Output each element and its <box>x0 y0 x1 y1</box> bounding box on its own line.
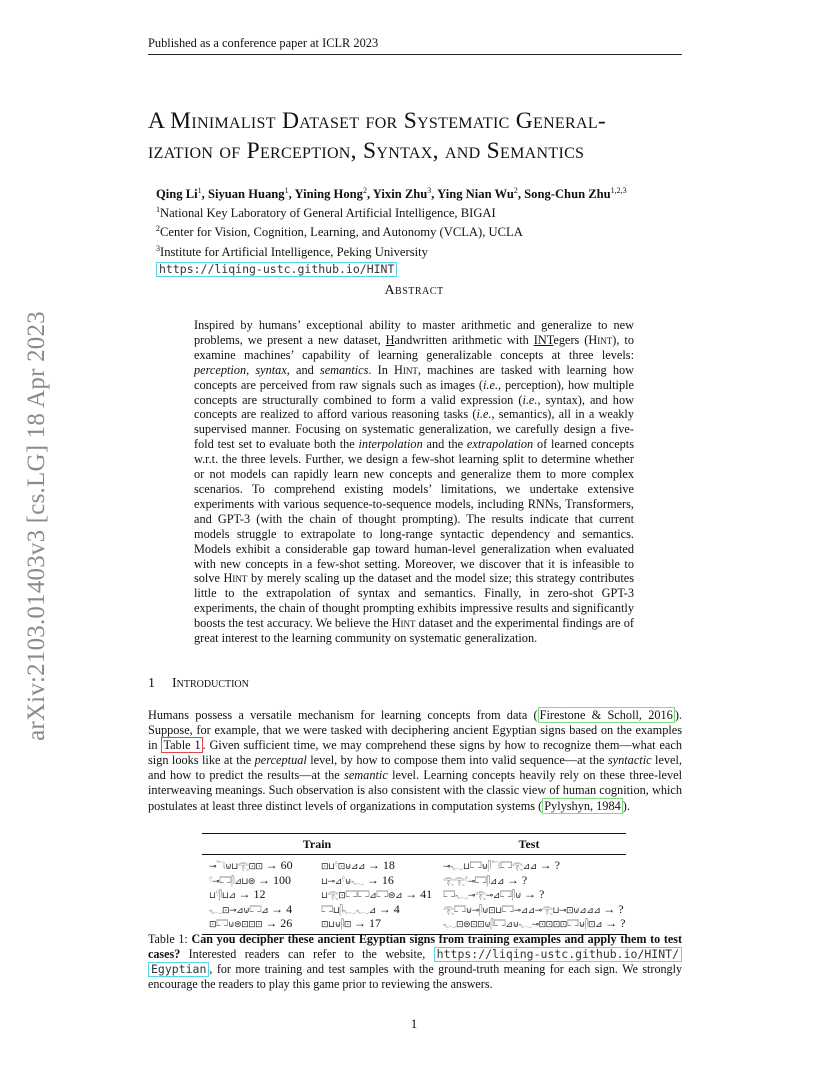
section-number: 1 <box>148 676 155 691</box>
author-name: Song-Chun Zhu <box>524 187 611 202</box>
egyptian-signs: ⊡𓉐⊍⊜⊡⊡⊡ <box>209 920 263 931</box>
egyptian-signs: ⊔𓂀⊡𓉐𓉐⊿𓉐⊜⊿ <box>321 891 403 902</box>
introduction-paragraph: Humans possess a versatile mechanism for learning concepts from data ( Firestone & Scholl, 2016 ). Suppose, for example, that we were tasked with deciphering ancient Egyptian signs based on the examples in Table 1 . Given sufficient time, we may comprehend these signs by how to recognize them—what each sign looks like at the perceptual level, by how to compose them into valid sequence—at the syntactic level, and how to predict the results—at the semantic level. Learning concepts heavily rely on these three-level interweaving meanings. Such observation is also consistent with the classic view of human cognition, which postulates at least three distinct levels of organizations in computation systems ( Pylyshyn, 1984 ). <box>148 708 682 813</box>
affiliation-line: $^3$Institute for Artificial Intelligence, Peking University <box>156 243 428 259</box>
affiliation-line: $^2$Center for Vision, Cognition, Learning, and Autonomy (VCLA), UCLA <box>156 224 523 240</box>
citation-link[interactable]: Pylyshyn, 1984 <box>544 798 621 813</box>
table-row: 𓆑⊡⊸⊿⊍𓉐⊿ → 4 𓉐⊔𓋴𓆑𓆑⊿ → 4 𓂀𓉐⊍⊸𓋴⊍⊡⊔𓉐⊸⊿⊿⊸𓂀⊔⊸⊡⊍⊿⊿⊿ → ? <box>209 901 624 916</box>
citation-link[interactable]: Firestone & Scholl, 2016 <box>539 708 673 722</box>
table-caption: Table 1: Can you decipher these ancient Egyptian signs from training examples and apply them to test cases? Interested readers can refer to the website, https://liqing-ustc.github.io/HINT/ Egyptian , for more training and test samples with the ground-truth meaning for each sign. We strongly encourage the readers to play this game prior to reviewing the answers. <box>148 932 683 991</box>
egyptian-signs: 𓆑⊡⊸⊿⊍𓉐⊿ <box>209 905 269 916</box>
author-name: Ying Nian Wu <box>437 187 514 202</box>
egyptian-url-link[interactable]: https://liqing-ustc.github.io/HINT/ <box>434 947 682 962</box>
project-url-link[interactable]: https://liqing-ustc.github.io/HINT <box>156 262 397 277</box>
author-block <box>156 183 716 277</box>
header-train: Train <box>302 837 332 851</box>
egyptian-signs: 𓂀𓂀𓍢⊸𓉐𓋴⊿⊿ <box>443 876 504 887</box>
egyptian-signs: ⊸𓆑⊔𓉐⊍𓋴𓆓𓉐𓂀⊿⊿ <box>443 862 537 872</box>
affiliation-line: $^1$National Key Laboratory of General Artificial Intelligence, BIGAI <box>156 205 496 221</box>
egyptian-signs: ⊔𓍢𓋴⊔⊿ <box>209 891 236 902</box>
title-line-2: ization of Perception, Syntax, and Semantics <box>148 138 585 164</box>
egyptian-signs: ⊔⊸⊿𓍢⊍𓆑 <box>321 876 364 887</box>
title-line-1: A Minimalist Dataset for Systematic General- <box>148 108 607 134</box>
egyptian-signs: ⊸𓆓⊍⊔𓂀⊡⊡ <box>209 862 263 872</box>
table-reference-link[interactable]: Table 1 <box>163 738 201 753</box>
author-affiliation: 1,2,3 <box>610 186 627 195</box>
egyptian-url-link[interactable]: Egyptian <box>148 962 209 977</box>
egyptian-signs: ⊡⊔⊍𓋴⊡ <box>321 920 351 931</box>
abstract-body: Inspired by humans’ exceptional ability to master arithmetic and generalize to new problems, we present a new dataset, Handwritten arithmetic with INTegers (Hint), to examine machines’ capability of learning generalizable concepts at three levels: perception, syntax, and semantics. In Hint, machines are tasked with learning how concepts are perceived from raw signals such as images (i.e., perception), how multiple concepts are structurally combined to form a valid expression (i.e., syntax), and how concepts are realized to afford various reasoning tasks (i.e., semantics), all in a weakly supervised manner. Focusing on systematic generalization, we carefully design a five-fold test set to evaluate both the interpolation and the extrapolation of learned concepts w.r.t. the three levels. Further, we design a few-shot learning split to determine whether or not models can rapidly learn new concepts and generalize them to more complex scenarios. To comprehend existing models’ limitations, we undertake extensive experiments with various sequence-to-sequence models, including RNNs, Transformers, and GPT-3 (with the chain of thought prompting). The results indicate that current models struggle to extrapolate to long-range syntactic dependency and semantics. Models exhibit a considerable gap toward human-level generalization when evaluated with new concepts in a few-shot setting. Moreover, we discover that it is infeasible to solve Hint by merely scaling up the dataset and the model size; this strategy contributes little to the extrapolation of syntax and semantics. Finally, in zero-shot GPT-3 experiments, the chain of thought prompting exhibits impressive results and significantly boosts the test accuracy. We believe the Hint dataset and the experimental findings are of great interest to the learning community on systematic generalization. <box>194 318 635 646</box>
section-title: Introduction <box>172 676 249 691</box>
egyptian-signs: 𓉐⊔𓋴𓆑𓆑⊿ <box>321 905 376 916</box>
egyptian-signs: 𓆑⊡⊜⊡⊡⊍𓋴𓉐⊿⊍𓆑⊸⊡⊡⊡⊡𓉐⊍𓋴⊡⊿ <box>443 920 603 931</box>
author-name: Siyuan Huang <box>207 187 285 202</box>
arxiv-stamp <box>22 296 52 756</box>
author-name: Qing Li <box>156 187 198 202</box>
page-number: 1 <box>410 1016 418 1031</box>
author-affiliation: 1 <box>284 186 289 195</box>
abstract-heading: Abstract <box>384 283 444 298</box>
table-row: 𓍢⊸𓉐𓋴⊿⊔⊜ → 100 ⊔⊸⊿𓍢⊍𓆑 → 16 𓂀𓂀𓍢⊸𓉐𓋴⊿⊿ → ? <box>209 872 528 887</box>
author-affiliation: 2 <box>362 186 367 195</box>
arxiv-id-text: arXiv:2103.01403v3 [cs.LG] 18 Apr 2023 <box>23 311 50 741</box>
table-row: ⊡𓉐⊍⊜⊡⊡⊡ → 26 ⊡⊔⊍𓋴⊡ → 17 𓆑⊡⊜⊡⊡⊍𓋴𓉐⊿⊍𓆑⊸⊡⊡⊡⊡𓉐⊍𓋴⊡⊿ → ? <box>209 916 626 931</box>
running-header: Published as a conference paper at ICLR 2023 <box>148 36 682 55</box>
author-affiliation: 1 <box>197 186 202 195</box>
table-row: ⊸𓆓⊍⊔𓂀⊡⊡ → 60 ⊡⊔𓍢⊡⊍⊿⊿ → 18 ⊸𓆑⊔𓉐⊍𓋴𓆓𓉐𓂀⊿⊿ → ? <box>209 858 560 872</box>
section-heading <box>148 676 249 692</box>
table-header-row <box>202 834 626 854</box>
egyptian-signs: 𓂀𓉐⊍⊸𓋴⊍⊡⊔𓉐⊸⊿⊿⊸𓂀⊔⊸⊡⊍⊿⊿⊿ <box>443 905 601 916</box>
table-row: ⊔𓍢𓋴⊔⊿ → 12 ⊔𓂀⊡𓉐𓉐⊿𓉐⊜⊿ → 41 𓉐𓆑⊸𓂀⊸⊿𓉐𓋴⊍ → ? <box>209 887 545 902</box>
author-affiliation: 2 <box>513 186 518 195</box>
egyptian-signs: ⊡⊔𓍢⊡⊍⊿⊿ <box>321 862 365 872</box>
egyptian-signs: 𓉐𓆑⊸𓂀⊸⊿𓉐𓋴⊍ <box>443 891 522 902</box>
author-name: Yixin Zhu <box>372 187 428 202</box>
author-names: Qing Li$^1$, Siyuan Huang$^1$, Yining Hong$^2$, Yixin Zhu$^3$, Ying Nian Wu$^2$, Song-Chun Zhu$^{1,2,3}$ <box>156 186 627 202</box>
egyptian-signs: 𓍢⊸𓉐𓋴⊿⊔⊜ <box>209 876 255 887</box>
author-affiliation: 3 <box>427 186 432 195</box>
paper-title <box>148 106 708 166</box>
table-1 <box>202 833 626 935</box>
header-test: Test <box>518 837 540 851</box>
author-name: Yining Hong <box>294 187 363 202</box>
